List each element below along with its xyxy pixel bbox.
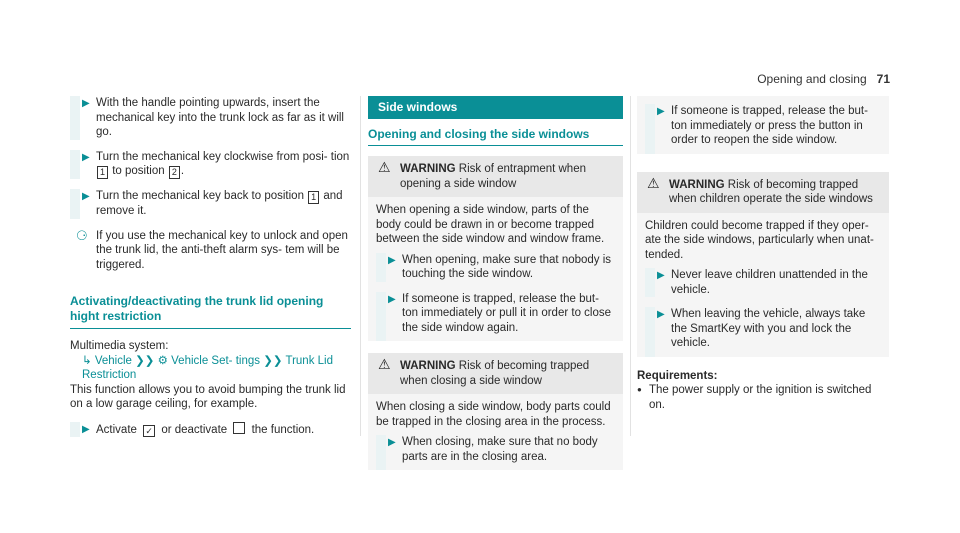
requirements-title: Requirements:	[637, 369, 718, 382]
instruction-step	[645, 104, 881, 154]
step-arrow-icon: ▶	[657, 270, 662, 281]
instruction-step	[70, 150, 351, 180]
instruction-step	[645, 268, 881, 297]
path-separator-icon: ❯❯	[135, 354, 155, 367]
warning-title: Risk of entrapment when opening a side window	[400, 163, 586, 190]
warning-body: When closing a side window, body parts could be trapped in the closing area in the process.	[376, 401, 611, 428]
path-restriction: Trunk Lid Restriction	[82, 354, 333, 381]
step-arrow-icon: ▶	[82, 151, 87, 163]
step-text: or deactivate	[161, 423, 228, 436]
checkbox-empty-icon	[233, 422, 245, 434]
warning-label: WARNING	[400, 360, 456, 372]
column-left	[70, 96, 351, 447]
step-text: When closing, make sure that no body parts are in the closing area.	[402, 436, 598, 463]
instruction-step	[70, 96, 351, 140]
warning-label: WARNING	[669, 178, 725, 191]
path-settings: Vehicle Set- tings	[171, 354, 260, 367]
function-description: This function allows you to avoid bumping the trunk lid on a low garage ceiling, for example.	[70, 383, 346, 410]
step-arrow-icon: ▶	[657, 309, 662, 320]
warning-title: Risk of becoming trapped when closing a side window	[400, 360, 590, 387]
step-arrow-icon: ▶	[82, 423, 87, 435]
step-arrow-icon: ▶	[82, 98, 87, 109]
section-subheading: Activating/deactivating the trunk lid opening hight restriction	[70, 294, 351, 329]
instruction-step	[376, 253, 615, 282]
warning-header	[368, 156, 623, 197]
step-arrow-icon: ▶	[388, 293, 393, 305]
warning-title: Risk of becoming trapped when children operate the side windows	[669, 178, 873, 205]
column-middle	[368, 96, 623, 482]
step-text: With the handle pointing upwards, insert the mechanical key into the trunk lock as far as it will go.	[96, 97, 344, 138]
requirement-item: ● The power supply or the ignition is switched on.	[637, 383, 889, 412]
warning-triangle-icon: ⚠	[378, 356, 391, 372]
section-subheading: Opening and closing the side windows	[368, 127, 623, 147]
warning-box	[637, 172, 889, 357]
step-text: If someone is trapped, release the but- ton immediately or press the button in order to reopen the side window.	[671, 105, 868, 146]
step-text: Never leave children unattended in the vehicle.	[671, 269, 868, 296]
step-text: the function.	[251, 423, 315, 436]
warning-header	[368, 353, 623, 394]
note-text: If you use the mechanical key to unlock and open the trunk lid, the anti-theft alarm sys- tem will be triggered.	[96, 229, 348, 271]
note	[70, 229, 351, 273]
step-text: When leaving the vehicle, always take the SmartKey with you and lock the vehicle.	[671, 308, 866, 349]
checkbox-checked-icon: ✓	[143, 425, 155, 437]
warning-header	[637, 172, 889, 213]
position-1-icon: 1	[97, 166, 108, 179]
step-text: Turn the mechanical key back to position	[96, 190, 304, 202]
step-arrow-icon: ▶	[388, 254, 393, 266]
warning-label: WARNING	[400, 163, 456, 175]
warning-box	[368, 156, 623, 341]
warning-box	[368, 353, 623, 470]
path-vehicle: Vehicle	[94, 354, 132, 367]
position-2-icon: 2	[169, 166, 180, 179]
step-text: Turn the mechanical key clockwise from posi- tion	[96, 150, 350, 163]
instruction-step	[70, 422, 351, 438]
instruction-step	[645, 307, 881, 357]
step-text: to position	[112, 165, 165, 177]
warning-body: When opening a side window, parts of the body could be drawn in or become trapped between the side window and window frame.	[376, 204, 605, 245]
page-title: Opening and closing	[757, 72, 867, 86]
warning-triangle-icon: ⚠	[647, 174, 660, 191]
instruction-step	[376, 292, 615, 342]
return-arrow-icon: ↳	[82, 354, 92, 367]
section-title: Side windows	[368, 96, 623, 119]
path-separator-icon: ❯❯	[263, 354, 283, 367]
page-header	[757, 72, 890, 87]
column-right	[637, 96, 889, 412]
step-text: and remove it.	[96, 190, 343, 217]
warning-triangle-icon: ⚠	[378, 159, 391, 175]
column-divider-2	[630, 96, 631, 436]
settings-icon: ⚙	[157, 354, 168, 367]
instruction-step	[376, 435, 615, 470]
step-arrow-icon: ▶	[388, 437, 393, 448]
page-number: 71	[876, 72, 890, 86]
step-text: .	[180, 165, 185, 177]
info-note-icon: ⚆	[76, 227, 88, 243]
column-divider-1	[360, 96, 361, 436]
position-1-icon: 1	[308, 191, 319, 204]
step-text: If someone is trapped, release the but- ton immediately or pull it in order to close the side window again.	[402, 292, 612, 334]
menu-path	[70, 339, 351, 412]
system-label: Multimedia system:	[70, 340, 169, 352]
warning-body: Children could become trapped if they oper- ate the side windows, particularly when unat- tended.	[645, 219, 874, 261]
instruction-step	[70, 189, 351, 219]
step-arrow-icon: ▶	[82, 191, 87, 202]
step-arrow-icon: ▶	[657, 106, 662, 117]
step-text: Activate	[96, 423, 137, 436]
step-text: When opening, make sure that nobody is touching the side window.	[402, 253, 612, 280]
warning-box-continued	[637, 96, 889, 154]
